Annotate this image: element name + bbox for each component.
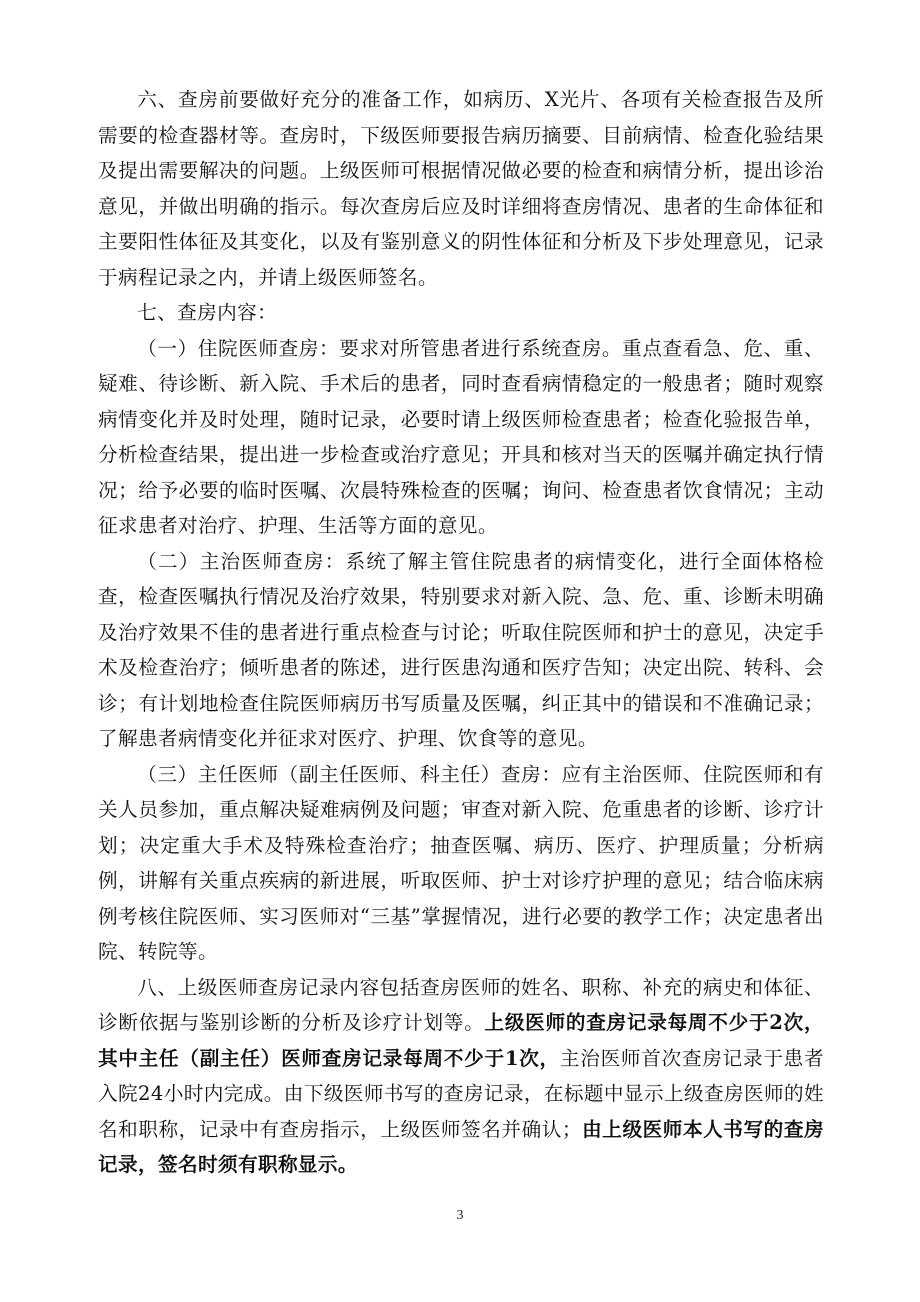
- paragraph-8-bold1: 上级医师的查房记录每周不少于2次，其中主任（副主任）医师查房记录每周不少于1次，: [98, 1011, 824, 1070]
- paragraph-8-part1: 八、上级医师查房记录内容包括查房医师的姓名、职称、补充的病史和体征、诊断依据与鉴别诊断的分析及诊疗计划等。: [98, 975, 824, 1034]
- paragraph-7-3: （三）主任医师（副主任医师、科主任）查房：应有主治医师、住院医师和有关人员参加，重点解决疑难病例及问题；审查对新入院、危重患者的诊断、诊疗计划；决定重大手术及特殊检查治疗；抽查医嘱、病历、医疗、护理质量；分析病例，讲解有关重点疾病的新进展，听取医师、护士对诊疗护理的意见；结合临床病例考核住院医师、实习医师对“三基”掌握情况，进行必要的教学工作；决定患者出院、转院等。: [98, 762, 824, 963]
- page-number: 3: [456, 1208, 464, 1223]
- paragraph-6: 六、查房前要做好充分的准备工作，如病历、X光片、各项有关检查报告及所需要的检查器材等。查房时，下级医师要报告病历摘要、目前病情、检查化验结果及提出需要解决的问题。上级医师可根据情况做必要的检查和病情分析，提出诊治意见，并做出明确的指示。每次查房后应及时详细将查房情况、患者的生命体征和主要阳性体征及其变化，以及有鉴别意义的阴性体征和分析及下步处理意见，记录于病程记录之内，并请上级医师签名。: [98, 88, 824, 289]
- paragraph-8-part2: 主治医师首次查房记录于患者入院24小时内完成。由下级医师书写的查房记录，在标题中显示上级查房医师的姓名和职称，记录中有查房指示，上级医师签名并确认；: [98, 1046, 824, 1141]
- paragraph-8: [98, 970, 824, 1183]
- paragraph-7-heading: 七、查房内容：: [137, 301, 278, 324]
- paragraph-8-bold2: 由上级医师本人书写的查房记录，签名时须有职称显示。: [98, 1117, 824, 1176]
- paragraph-7-1: （一）住院医师查房：要求对所管患者进行系统查房。重点查看急、危、重、疑难、待诊断、新入院、手术后的患者，同时查看病情稳定的一般患者；随时观察病情变化并及时处理，随时记录，必要时请上级医师检查患者；检查化验报告单，分析检查结果，提出进一步检查或治疗意见；开具和核对当天的医嘱并确定执行情况；给予必要的临时医嘱、次晨特殊检查的医嘱；询问、检查患者饮食情况；主动征求患者对治疗、护理、生活等方面的意见。: [98, 336, 824, 537]
- paragraph-7-2: （二）主治医师查房：系统了解主管住院患者的病情变化，进行全面体格检查，检查医嘱执行情况及治疗效果，特别要求对新入院、急、危、重、诊断未明确及治疗效果不佳的患者进行重点检查与讨论；听取住院医师和护士的意见，决定手术及检查治疗；倾听患者的陈述，进行医患沟通和医疗告知；决定出院、转科、会诊；有计划地检查住院医师病历书写质量及医嘱，纠正其中的错误和不准确记录；了解患者病情变化并征求对医疗、护理、饮食等的意见。: [98, 549, 824, 750]
